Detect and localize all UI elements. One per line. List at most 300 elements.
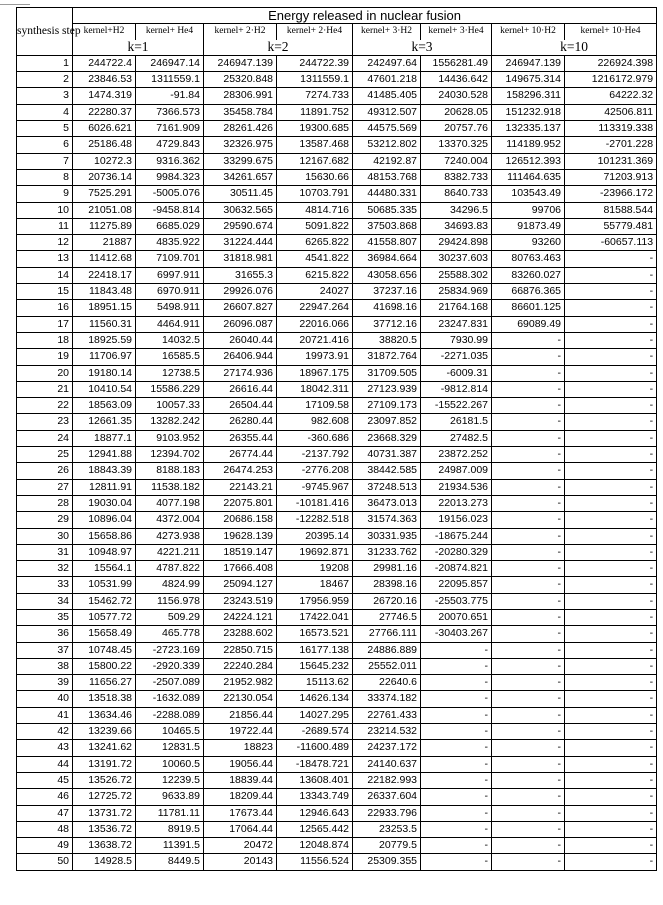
energy-value-cell: 22013.273 <box>421 495 492 511</box>
energy-value-cell: - <box>565 642 657 658</box>
step-number-cell: 44 <box>17 756 73 772</box>
energy-value-cell: 19628.139 <box>204 528 277 544</box>
energy-value-cell: - <box>565 512 657 528</box>
energy-value-cell: 4077.198 <box>136 495 204 511</box>
energy-value-cell: - <box>492 772 565 788</box>
energy-value-cell: 18877.1 <box>73 430 136 446</box>
energy-value-cell: 7930.99 <box>421 332 492 348</box>
energy-value-cell: 24224.121 <box>204 609 277 625</box>
energy-value-cell: - <box>492 838 565 854</box>
energy-value-cell: - <box>492 691 565 707</box>
step-number-cell: 3 <box>17 88 73 104</box>
energy-value-cell: 103543.49 <box>492 186 565 202</box>
step-number-cell: 12 <box>17 235 73 251</box>
step-number-cell: 50 <box>17 854 73 870</box>
energy-value-cell: 30511.45 <box>204 186 277 202</box>
table-row <box>17 658 657 674</box>
step-number-cell: 26 <box>17 463 73 479</box>
energy-value-cell: 101231.369 <box>565 153 657 169</box>
table-row <box>17 169 657 185</box>
energy-value-cell: - <box>565 447 657 463</box>
energy-value-cell: - <box>565 740 657 756</box>
energy-value-cell: - <box>492 626 565 642</box>
energy-value-cell: 244722.4 <box>73 55 136 71</box>
energy-value-cell: 15586.229 <box>136 381 204 397</box>
energy-value-cell: 31233.762 <box>353 544 421 560</box>
energy-value-cell: -23966.172 <box>565 186 657 202</box>
energy-value-cell: - <box>492 561 565 577</box>
energy-value-cell: 31574.363 <box>353 512 421 528</box>
energy-value-cell: 34296.5 <box>421 202 492 218</box>
energy-value-cell: 19692.871 <box>277 544 353 560</box>
column-header: kernel+ 10·H2 <box>492 24 565 40</box>
energy-value-cell: - <box>565 658 657 674</box>
energy-value-cell: - <box>421 675 492 691</box>
step-number-cell: 19 <box>17 349 73 365</box>
k-group-label: k=1 <box>73 40 204 56</box>
energy-value-cell: 20757.76 <box>421 121 492 137</box>
energy-value-cell: 15630.66 <box>277 169 353 185</box>
energy-value-cell: 44480.331 <box>353 186 421 202</box>
energy-value-cell: -20874.821 <box>421 561 492 577</box>
step-number-cell: 24 <box>17 430 73 446</box>
energy-value-cell: 509.29 <box>136 609 204 625</box>
energy-value-cell: 15564.1 <box>73 561 136 577</box>
energy-value-cell: 38820.5 <box>353 332 421 348</box>
energy-value-cell: 42506.811 <box>565 104 657 120</box>
energy-value-cell: 26474.253 <box>204 463 277 479</box>
energy-value-cell: - <box>421 772 492 788</box>
energy-value-cell: 246947.14 <box>136 55 204 71</box>
energy-value-cell: 44575.569 <box>353 121 421 137</box>
step-number-cell: 41 <box>17 707 73 723</box>
energy-value-cell: - <box>565 463 657 479</box>
energy-value-cell: - <box>492 479 565 495</box>
energy-value-cell: 12811.91 <box>73 479 136 495</box>
energy-value-cell: - <box>492 414 565 430</box>
energy-value-cell: 1311559.1 <box>136 72 204 88</box>
energy-value-cell: 23214.532 <box>353 724 421 740</box>
energy-value-cell: -10181.416 <box>277 495 353 511</box>
energy-value-cell: 26337.604 <box>353 789 421 805</box>
energy-value-cell: - <box>565 300 657 316</box>
energy-value-cell: - <box>492 821 565 837</box>
energy-value-cell: 23243.519 <box>204 593 277 609</box>
energy-value-cell: - <box>492 398 565 414</box>
energy-value-cell: 20686.158 <box>204 512 277 528</box>
step-number-cell: 36 <box>17 626 73 642</box>
table-row <box>17 854 657 870</box>
energy-value-cell: 6215.822 <box>277 267 353 283</box>
energy-value-cell: 66876.365 <box>492 284 565 300</box>
energy-value-cell: 7240.004 <box>421 153 492 169</box>
energy-value-cell: 24030.528 <box>421 88 492 104</box>
energy-value-cell: 13518.38 <box>73 691 136 707</box>
energy-value-cell: - <box>565 544 657 560</box>
energy-value-cell: -18675.244 <box>421 528 492 544</box>
energy-value-cell: 18967.175 <box>277 365 353 381</box>
energy-value-cell: - <box>492 707 565 723</box>
energy-value-cell: 18823 <box>204 740 277 756</box>
energy-value-cell: 25320.848 <box>204 72 277 88</box>
energy-value-cell: 7161.909 <box>136 121 204 137</box>
table-row <box>17 642 657 658</box>
energy-value-cell: 16573.521 <box>277 626 353 642</box>
energy-value-cell: 28261.426 <box>204 121 277 137</box>
energy-value-cell: 86601.125 <box>492 300 565 316</box>
energy-value-cell: 11706.97 <box>73 349 136 365</box>
energy-value-cell: - <box>492 609 565 625</box>
energy-value-cell: - <box>421 740 492 756</box>
energy-value-cell: 11412.68 <box>73 251 136 267</box>
energy-value-cell: 28398.16 <box>353 577 421 593</box>
energy-value-cell: 41558.807 <box>353 235 421 251</box>
energy-value-cell: 15462.72 <box>73 593 136 609</box>
energy-value-cell: 19030.04 <box>73 495 136 511</box>
table-row <box>17 381 657 397</box>
table-row <box>17 365 657 381</box>
energy-value-cell: 7274.733 <box>277 88 353 104</box>
energy-value-cell: - <box>565 626 657 642</box>
energy-value-cell: 26355.44 <box>204 430 277 446</box>
energy-value-cell: 27482.5 <box>421 430 492 446</box>
energy-value-cell: 18467 <box>277 577 353 593</box>
energy-value-cell: 4824.99 <box>136 577 204 593</box>
energy-value-cell: 5498.911 <box>136 300 204 316</box>
energy-value-cell: 242497.64 <box>353 55 421 71</box>
energy-value-cell: 11391.5 <box>136 838 204 854</box>
step-number-cell: 15 <box>17 284 73 300</box>
energy-value-cell: - <box>565 854 657 870</box>
energy-value-cell: -2507.089 <box>136 675 204 691</box>
energy-value-cell: 1556281.49 <box>421 55 492 71</box>
energy-value-cell: 10410.54 <box>73 381 136 397</box>
energy-value-cell: - <box>565 398 657 414</box>
energy-value-cell: 37248.513 <box>353 479 421 495</box>
energy-value-cell: 15658.49 <box>73 626 136 642</box>
step-number-cell: 13 <box>17 251 73 267</box>
energy-value-cell: 5091.822 <box>277 218 353 234</box>
table-row <box>17 789 657 805</box>
energy-value-cell: 4835.922 <box>136 235 204 251</box>
energy-value-cell: 22280.37 <box>73 104 136 120</box>
energy-value-cell: -12282.518 <box>277 512 353 528</box>
energy-value-cell: 26616.44 <box>204 381 277 397</box>
energy-value-cell: 15113.62 <box>277 675 353 691</box>
energy-value-cell: 31872.764 <box>353 349 421 365</box>
energy-value-cell: 10577.72 <box>73 609 136 625</box>
energy-value-cell: 30237.603 <box>421 251 492 267</box>
energy-value-cell: -9458.814 <box>136 202 204 218</box>
energy-value-cell: 23247.831 <box>421 316 492 332</box>
energy-value-cell: 12661.35 <box>73 414 136 430</box>
energy-value-cell: 18839.44 <box>204 772 277 788</box>
energy-value-cell: -6009.31 <box>421 365 492 381</box>
energy-value-cell: 6026.621 <box>73 121 136 137</box>
energy-value-cell: 19156.023 <box>421 512 492 528</box>
energy-value-cell: 8919.5 <box>136 821 204 837</box>
energy-value-cell: 11843.48 <box>73 284 136 300</box>
energy-value-cell: - <box>421 691 492 707</box>
energy-value-cell: 10896.04 <box>73 512 136 528</box>
energy-value-cell: 81588.544 <box>565 202 657 218</box>
energy-value-cell: 10531.99 <box>73 577 136 593</box>
energy-value-cell: - <box>565 528 657 544</box>
energy-value-cell: - <box>492 805 565 821</box>
energy-value-cell: 7366.573 <box>136 104 204 120</box>
energy-value-cell: - <box>565 495 657 511</box>
energy-value-cell: 18519.147 <box>204 544 277 560</box>
step-number-cell: 8 <box>17 169 73 185</box>
energy-value-cell: 6265.822 <box>277 235 353 251</box>
energy-value-cell: - <box>421 854 492 870</box>
energy-value-cell: 27123.939 <box>353 381 421 397</box>
energy-value-cell: 4541.822 <box>277 251 353 267</box>
energy-value-cell: -25503.775 <box>421 593 492 609</box>
energy-value-cell: 22016.066 <box>277 316 353 332</box>
column-header: kernel+ 2·He4 <box>277 24 353 40</box>
energy-value-cell: 23288.602 <box>204 626 277 642</box>
energy-value-cell: 126512.393 <box>492 153 565 169</box>
energy-value-cell: -15522.267 <box>421 398 492 414</box>
energy-value-cell: 27174.936 <box>204 365 277 381</box>
table-row <box>17 724 657 740</box>
energy-value-cell: 42192.87 <box>353 153 421 169</box>
table-body <box>17 55 657 870</box>
energy-value-cell: 24886.889 <box>353 642 421 658</box>
step-number-cell: 48 <box>17 821 73 837</box>
table-row <box>17 838 657 854</box>
energy-value-cell: 13343.749 <box>277 789 353 805</box>
energy-value-cell: 22130.054 <box>204 691 277 707</box>
energy-value-cell: 31818.981 <box>204 251 277 267</box>
energy-value-cell: 9633.89 <box>136 789 204 805</box>
table-row <box>17 332 657 348</box>
energy-value-cell: 13587.468 <box>277 137 353 153</box>
energy-value-cell: 14626.134 <box>277 691 353 707</box>
column-header: kernel+ 2·H2 <box>204 24 277 40</box>
energy-value-cell: 91873.49 <box>492 218 565 234</box>
step-number-cell: 40 <box>17 691 73 707</box>
energy-value-cell: 226924.398 <box>565 55 657 71</box>
table-row <box>17 707 657 723</box>
energy-value-cell: 4814.716 <box>277 202 353 218</box>
step-number-cell: 47 <box>17 805 73 821</box>
energy-value-cell: - <box>421 707 492 723</box>
table-row <box>17 495 657 511</box>
energy-value-cell: 22418.17 <box>73 267 136 283</box>
step-number-cell: 31 <box>17 544 73 560</box>
energy-value-cell: 23846.53 <box>73 72 136 88</box>
energy-value-cell: 19180.14 <box>73 365 136 381</box>
step-number-cell: 49 <box>17 838 73 854</box>
table-row <box>17 121 657 137</box>
table-row <box>17 202 657 218</box>
column-header: kernel+ He4 <box>136 24 204 40</box>
energy-value-cell: 14436.642 <box>421 72 492 88</box>
column-header: kernel+ 10·He4 <box>565 24 657 40</box>
energy-value-cell: 24987.009 <box>421 463 492 479</box>
step-number-cell: 34 <box>17 593 73 609</box>
energy-value-cell: 10703.791 <box>277 186 353 202</box>
energy-value-cell: 17956.959 <box>277 593 353 609</box>
energy-value-cell: 53212.802 <box>353 137 421 153</box>
energy-value-cell: - <box>565 691 657 707</box>
energy-value-cell: 16585.5 <box>136 349 204 365</box>
energy-value-cell: 111464.635 <box>492 169 565 185</box>
energy-value-cell: 14032.5 <box>136 332 204 348</box>
energy-value-cell: 20395.14 <box>277 528 353 544</box>
energy-value-cell: 37503.868 <box>353 218 421 234</box>
energy-value-cell: - <box>565 381 657 397</box>
energy-value-cell: 21051.08 <box>73 202 136 218</box>
energy-value-cell: 19722.44 <box>204 724 277 740</box>
energy-value-cell: 1216172.979 <box>565 72 657 88</box>
energy-value-cell: 26504.44 <box>204 398 277 414</box>
energy-value-cell: 10060.5 <box>136 756 204 772</box>
energy-value-cell: 64222.32 <box>565 88 657 104</box>
energy-value-cell: 33374.182 <box>353 691 421 707</box>
column-header: kernel+ 3·H2 <box>353 24 421 40</box>
step-column-header: synthesis step <box>17 8 73 56</box>
energy-value-cell: 29590.674 <box>204 218 277 234</box>
energy-value-cell: -5005.076 <box>136 186 204 202</box>
energy-value-cell: 6970.911 <box>136 284 204 300</box>
energy-value-cell: - <box>492 463 565 479</box>
energy-value-cell: 17673.44 <box>204 805 277 821</box>
energy-value-cell: 15645.232 <box>277 658 353 674</box>
table-row <box>17 414 657 430</box>
energy-value-cell: 99706 <box>492 202 565 218</box>
energy-value-cell: 27766.111 <box>353 626 421 642</box>
energy-value-cell: 69089.49 <box>492 316 565 332</box>
step-number-cell: 37 <box>17 642 73 658</box>
energy-value-cell: 113319.338 <box>565 121 657 137</box>
energy-value-cell: 28306.991 <box>204 88 277 104</box>
energy-value-cell: 21887 <box>73 235 136 251</box>
energy-value-cell: 12394.702 <box>136 447 204 463</box>
energy-value-cell: 13731.72 <box>73 805 136 821</box>
energy-value-cell: 22947.264 <box>277 300 353 316</box>
energy-value-cell: 982.608 <box>277 414 353 430</box>
energy-value-cell: 11275.89 <box>73 218 136 234</box>
energy-value-cell: 12946.643 <box>277 805 353 821</box>
energy-value-cell: - <box>492 544 565 560</box>
energy-value-cell: 12048.874 <box>277 838 353 854</box>
energy-value-cell: -2723.169 <box>136 642 204 658</box>
step-number-cell: 25 <box>17 447 73 463</box>
energy-value-cell: 21934.536 <box>421 479 492 495</box>
energy-value-cell: 32326.975 <box>204 137 277 153</box>
energy-value-cell: - <box>492 528 565 544</box>
energy-value-cell: -2920.339 <box>136 658 204 674</box>
table-row <box>17 609 657 625</box>
table-row <box>17 593 657 609</box>
energy-value-cell: 17666.408 <box>204 561 277 577</box>
table-row <box>17 756 657 772</box>
energy-value-cell: 11656.27 <box>73 675 136 691</box>
energy-value-cell: 9316.362 <box>136 153 204 169</box>
energy-value-cell: 10948.97 <box>73 544 136 560</box>
energy-value-cell: 13608.401 <box>277 772 353 788</box>
energy-value-cell: - <box>565 821 657 837</box>
energy-value-cell: 30632.565 <box>204 202 277 218</box>
energy-value-cell: 17109.58 <box>277 398 353 414</box>
energy-value-cell: 25552.011 <box>353 658 421 674</box>
energy-value-cell: 29926.076 <box>204 284 277 300</box>
step-number-cell: 7 <box>17 153 73 169</box>
energy-value-cell: 11538.182 <box>136 479 204 495</box>
energy-value-cell: 34693.83 <box>421 218 492 234</box>
step-number-cell: 6 <box>17 137 73 153</box>
energy-value-cell: 35458.784 <box>204 104 277 120</box>
energy-value-cell: -9812.814 <box>421 381 492 397</box>
energy-value-cell: - <box>492 740 565 756</box>
energy-value-cell: 23668.329 <box>353 430 421 446</box>
energy-value-cell: 10748.45 <box>73 642 136 658</box>
energy-value-cell: 43058.656 <box>353 267 421 283</box>
energy-value-cell: -2271.035 <box>421 349 492 365</box>
energy-value-cell: 24237.172 <box>353 740 421 756</box>
table-row <box>17 218 657 234</box>
energy-value-cell: 10057.33 <box>136 398 204 414</box>
energy-value-cell: 80763.463 <box>492 251 565 267</box>
step-number-cell: 20 <box>17 365 73 381</box>
energy-value-cell: 11556.524 <box>277 854 353 870</box>
table-row <box>17 512 657 528</box>
table-row <box>17 430 657 446</box>
k-group-label: k=10 <box>492 40 657 56</box>
energy-value-cell: 7109.701 <box>136 251 204 267</box>
energy-value-cell: 13370.325 <box>421 137 492 153</box>
energy-value-cell: 31224.444 <box>204 235 277 251</box>
table-row <box>17 447 657 463</box>
energy-value-cell: 12831.5 <box>136 740 204 756</box>
energy-value-cell: - <box>421 756 492 772</box>
table-title: Energy released in nuclear fusion <box>73 8 657 24</box>
table-row <box>17 675 657 691</box>
energy-value-cell: - <box>492 430 565 446</box>
energy-value-cell: - <box>565 593 657 609</box>
table-row <box>17 55 657 71</box>
energy-value-cell: 31655.3 <box>204 267 277 283</box>
energy-value-cell: 1311559.1 <box>277 72 353 88</box>
energy-value-cell: 22075.801 <box>204 495 277 511</box>
energy-value-cell: 26096.087 <box>204 316 277 332</box>
table-row <box>17 479 657 495</box>
energy-value-cell: 25834.969 <box>421 284 492 300</box>
table-row <box>17 349 657 365</box>
energy-value-cell: - <box>421 642 492 658</box>
energy-value-cell: 12565.442 <box>277 821 353 837</box>
energy-value-cell: - <box>492 495 565 511</box>
table-row <box>17 267 657 283</box>
energy-value-cell: 13638.72 <box>73 838 136 854</box>
energy-value-cell: -2288.089 <box>136 707 204 723</box>
energy-value-cell: 12941.88 <box>73 447 136 463</box>
step-number-cell: 23 <box>17 414 73 430</box>
energy-value-cell: - <box>565 251 657 267</box>
energy-value-cell: 6685.029 <box>136 218 204 234</box>
energy-value-cell: 23097.852 <box>353 414 421 430</box>
energy-value-cell: 33299.675 <box>204 153 277 169</box>
step-number-cell: 9 <box>17 186 73 202</box>
energy-value-cell: 22095.857 <box>421 577 492 593</box>
energy-value-cell: 12725.72 <box>73 789 136 805</box>
step-number-cell: 27 <box>17 479 73 495</box>
energy-value-cell: - <box>492 724 565 740</box>
energy-value-cell: 158296.311 <box>492 88 565 104</box>
